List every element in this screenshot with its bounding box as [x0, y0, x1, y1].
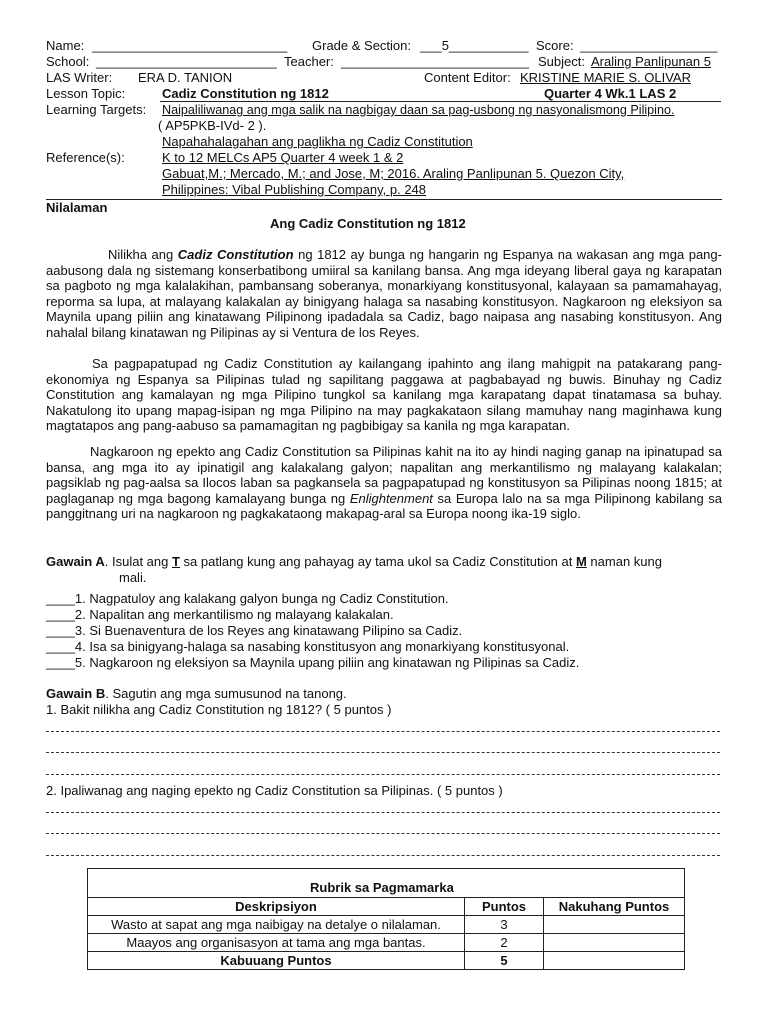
- gawain-a-label: Gawain A: [46, 554, 105, 569]
- gawain-a-item-2[interactable]: ____2. Napalitan ang merkantilismo ng malayang kalakalan.: [46, 607, 394, 622]
- subject-value: Araling Panlipunan 5: [591, 54, 711, 69]
- targets-label: Learning Targets:: [46, 102, 147, 117]
- reference-2: Gabuat,M.; Mercado, M.; and Jose, M; 2016. Araling Panlipunan 5. Quezon City,: [162, 166, 625, 181]
- gawain-b-label: Gawain B: [46, 686, 106, 701]
- rubric-header-earned: Nakuhang Puntos: [544, 898, 685, 916]
- answer-line-5[interactable]: [46, 833, 720, 834]
- gawain-b-instruction: [46, 686, 347, 702]
- answer-line-6[interactable]: [46, 855, 720, 856]
- content-title: Ang Cadiz Constitution ng 1812: [270, 216, 466, 231]
- rubric-table: [87, 897, 685, 970]
- school-field[interactable]: _________________________: [96, 54, 277, 69]
- paragraph-3-emphasis: Enlightenment: [349, 490, 433, 506]
- score-label: Score:: [536, 38, 574, 53]
- target-2: Napahahalagahan ang paglikha ng Cadiz Constitution: [162, 134, 473, 149]
- paragraph-1-rest: ng 1812 ay bunga ng hangarin ng Espanya na wakasan ang mga pang-aabusong dala ng sistemang konserbatibong umiiral sa kanilang bansa. Ang mga ideyang liberal gaya ng karapatan sa pagboto ng mga kalalakihan, pambansang soberanya, monarkiyang konstitusyonal, kalayaan sa pamamahayag, reporma sa lupa, at malayang kalakalan ay binigyang halaga sa nasabing konstitusyon. Nagkaroon ng eleksiyon sa Maynila upang piliin ang kinatawang Pilipinong ipadadala sa Cadiz, bago naipasa ang nasabing konstitusyon. Ang nahalal bilang kinatawan ng Pilipinas ay si Ventura de los Reyes.: [46, 247, 722, 340]
- teacher-field[interactable]: __________________________: [341, 54, 529, 69]
- paragraph-1-emphasis: Cadiz Constitution: [177, 247, 294, 262]
- gawain-a-t: T: [171, 554, 180, 569]
- header-divider: [46, 199, 722, 200]
- gawain-b-question-2: 2. Ipaliwanag ang naging epekto ng Cadiz Constitution sa Pilipinas. ( 5 puntos ): [46, 783, 503, 798]
- rubric-total-earned[interactable]: [544, 952, 685, 970]
- paragraph-2: [46, 356, 722, 434]
- paragraph-1: [46, 247, 722, 341]
- lesson-topic-label: Lesson Topic:: [46, 86, 126, 101]
- paragraph-2-text: Sa pagpapatupad ng Cadiz Constitution ay kailangang ipahinto ang ilang mahigpit na patakarang pang-ekonomiya ng Espanya sa Pilipinas tulad ng sapilitang paggawa at pagbabayad ng buwis. Binuhay ng Cadiz Constitution ang kamalayan ng mga Pilipino tungkol sa kanilang mga karapatang dapat tinatamasa sa buhay. Nakatulong ito upang mapag-isipan ng mga Pilipino na may pagkakataon silang mamuhay nang maginhawa kung magtatapos ang pang-aabuso sa pamamagitan ng pagbibigay sa kanila ng mga karapatan.: [46, 356, 722, 434]
- gawain-a-item-3[interactable]: ____3. Si Buenaventura de los Reyes ang kinatawang Pilipino sa Cadiz.: [46, 623, 463, 638]
- lesson-topic-value: Cadiz Constitution ng 1812: [162, 86, 329, 101]
- content-editor-value: KRISTINE MARIE S. OLIVAR: [520, 70, 691, 85]
- rubric-total-label: Kabuuang Puntos: [88, 952, 465, 970]
- rubric-cell-earned[interactable]: [544, 916, 685, 934]
- rubric-cell-earned[interactable]: [544, 934, 685, 952]
- table-row: [88, 916, 685, 934]
- gawain-a-instruction: [46, 554, 662, 570]
- section-label: Nilalaman: [46, 200, 108, 215]
- reference-label: Reference(s):: [46, 150, 125, 165]
- school-label: School:: [46, 54, 90, 69]
- answer-line-4[interactable]: [46, 812, 720, 813]
- answer-line-3[interactable]: [46, 774, 720, 775]
- reference-1: K to 12 MELCs AP5 Quarter 4 week 1 & 2: [162, 150, 404, 165]
- gawain-b-question-1: 1. Bakit nilikha ang Cadiz Constitution ng 1812? ( 5 puntos ): [46, 702, 392, 717]
- gawain-a-item-1[interactable]: ____1. Nagpatuloy ang kalakang galyon bunga ng Cadiz Constitution.: [46, 591, 449, 606]
- gawain-b-instr: . Sagutin ang mga sumusunod na tanong.: [105, 686, 347, 701]
- paragraph-3-rest: sa Europa lalo na sa mga Pilipinong kabilang sa panggitnang uri na nagkaroon ng pagkakataong makapag-aral sa Europa noong ika-19 siglo.: [46, 490, 722, 522]
- grade-field[interactable]: ___5___________: [420, 38, 529, 53]
- rubric-cell-points: 3: [465, 916, 544, 934]
- gawain-a-m: M: [575, 554, 587, 569]
- las-writer-value: ERA D. TANION: [138, 70, 233, 85]
- paragraph-3: [46, 444, 722, 522]
- reference-3: Philippines: Vibal Publishing Company, p. 248: [162, 182, 427, 197]
- content-editor-label: Content Editor:: [424, 70, 511, 85]
- name-field[interactable]: ___________________________: [92, 38, 288, 53]
- score-field[interactable]: ___________________: [580, 38, 718, 53]
- subject-label: Subject:: [538, 54, 585, 69]
- gawain-a-instr-1: . Isulat ang: [104, 554, 172, 569]
- rubric-cell-points: 2: [465, 934, 544, 952]
- table-row: [88, 934, 685, 952]
- paragraph-1-start: Nilikha ang: [108, 247, 178, 262]
- grade-label: Grade & Section:: [312, 38, 411, 53]
- gawain-a-instr-4: mali.: [119, 570, 147, 585]
- rubric-total-row: [88, 952, 685, 970]
- rubric-title: Rubrik sa Pagmamarka: [310, 880, 454, 895]
- rubric-header-description: Deskripsiyon: [88, 898, 465, 916]
- gawain-a-item-5[interactable]: ____5. Nagkaroon ng eleksiyon sa Maynila upang piliin ang kinatawan ng Pilipinas sa Cadiz.: [46, 655, 580, 670]
- gawain-a-instr-2: sa patlang kung ang pahayag ay tama ukol sa Cadiz Constitution at: [179, 554, 576, 569]
- rubric-total-value: 5: [465, 952, 544, 970]
- rubric-header-points: Puntos: [465, 898, 544, 916]
- name-label: Name:: [46, 38, 85, 53]
- las-writer-label: LAS Writer:: [46, 70, 113, 85]
- teacher-label: Teacher:: [284, 54, 334, 69]
- quarter-value: Quarter 4 Wk.1 LAS 2: [544, 86, 677, 101]
- answer-line-1[interactable]: [46, 731, 720, 732]
- rubric-cell-description: Wasto at sapat ang mga naibigay na detalye o nilalaman.: [88, 916, 465, 934]
- target-1-code: ( AP5PKB-IVd- 2 ).: [158, 118, 267, 133]
- gawain-a-item-4[interactable]: ____4. Isa sa binigyang-halaga sa nasabing konstitusyon ang monarkiyang konstitusyonal.: [46, 639, 570, 654]
- gawain-a-instr-3: naman kung: [586, 554, 662, 569]
- target-1: Naipaliliwanag ang mga salik na nagbigay daan sa pag-usbong ng nasyonalismong Pilipino.: [162, 103, 675, 117]
- rubric-cell-description: Maayos ang organisasyon at tama ang mga bantas.: [88, 934, 465, 952]
- rubric-header-row: [88, 898, 685, 916]
- paragraph-3-start: Nagkaroon ng epekto ang Cadiz Constitution sa Pilipinas kahit na ito ay hindi naging ganap na ipinatupad sa bansa, ang mga ito ay ipinatigil ang kalakalang galyon; napalitan ang merkantilismo ng malayang kalakalan; pagsiklab ng pag-aalsa sa Ilocos laban sa pagkansela sa pagpapatupad ng konstitusyon sa Pilipinas noong 1815; at paglaganap ng mga bagong kamalayang bunga ng: [46, 444, 722, 506]
- answer-line-2[interactable]: [46, 752, 720, 753]
